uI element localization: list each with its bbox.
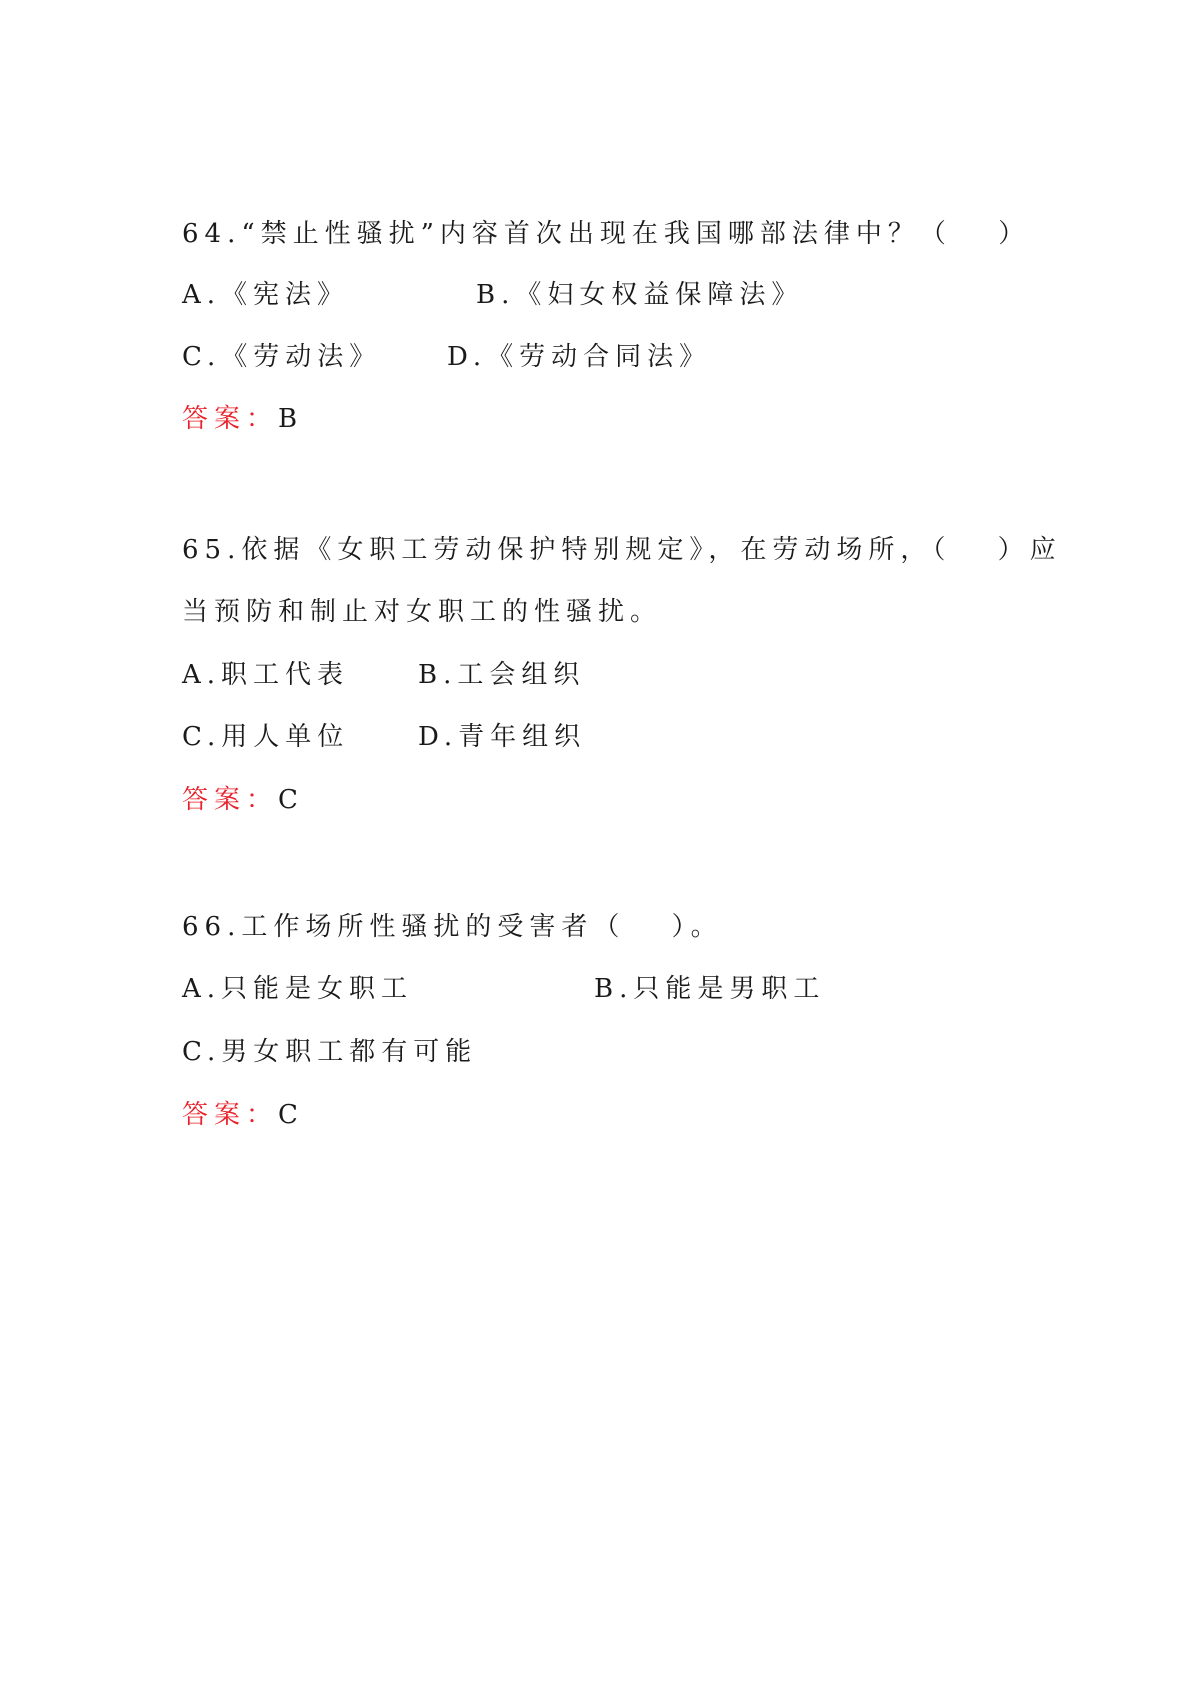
question-stem: 64.“禁止性骚扰”内容首次出现在我国哪部法律中？（ ） [182,219,1031,249]
option-a: A.《宪法》 [182,280,350,310]
question-stem: 66.工作场所性骚扰的受害者（ ）。 [182,912,723,942]
question-stem: 65.依据《女职工劳动保护特别规定》，在劳动场所，（ ）应 [182,535,1062,565]
option-b: B.只能是男职工 [594,974,826,1004]
answer-value: B [278,404,304,434]
answer-line [182,1100,304,1130]
answer-value: C [278,785,304,815]
answer-label: 答案： [182,785,279,815]
option-d: D.青年组织 [418,722,587,752]
option-c: C.男女职工都有可能 [182,1037,478,1067]
option-d: D.《劳动合同法》 [447,342,712,372]
answer-line [182,404,303,434]
option-a: A.职工代表 [182,660,350,690]
answer-label: 答案： [182,404,279,434]
answer-value: C [278,1100,304,1130]
option-b: B.工会组织 [418,660,586,690]
option-c: C.《劳动法》 [182,342,382,372]
question-stem-continued: 当预防和制止对女职工的性骚扰。 [182,597,663,627]
option-c: C.用人单位 [182,722,350,752]
answer-label: 答案： [182,1100,279,1130]
option-a: A.只能是女职工 [182,974,414,1004]
option-b: B.《妇女权益保障法》 [476,280,804,310]
answer-line [182,785,304,815]
